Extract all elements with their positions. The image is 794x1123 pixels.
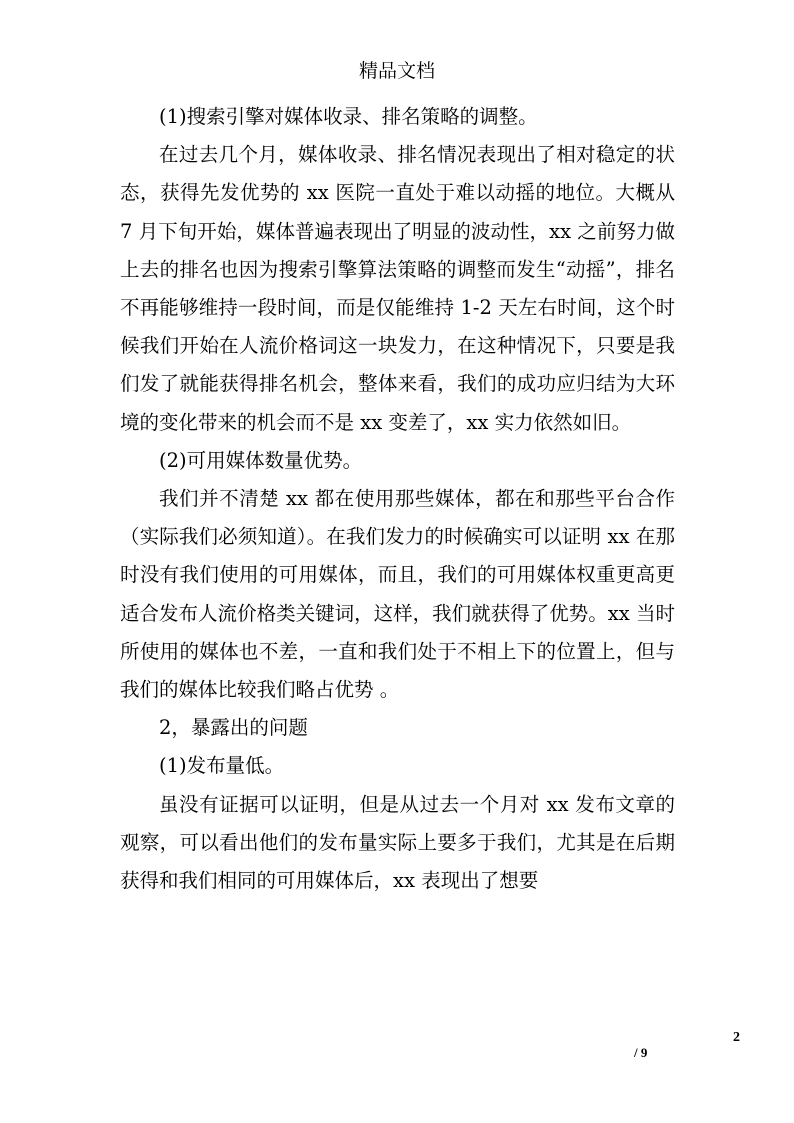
paragraph-body: 虽没有证据可以证明，但是从过去一个月对 xx 发布文章的观察，可以看出他们的发布量实际上要多于我们，尤其是在后期获得和我们相同的可用媒体后，xx 表现出了想要 bbox=[120, 792, 675, 893]
paragraph-heading-2: (2)可用媒体数量优势。 bbox=[159, 448, 363, 472]
paragraph-body: 在过去几个月，媒体收录、排名情况表现出了相对稳定的状态，获得先发优势的 xx 医院一直处于难以动摇的地位。大概从 7 月下旬开始，媒体普遍表现出了明显的波动性，xx 之前努力做上去的排名也因为搜索引擎算法策略的调整而发生“动摇”，排名不再能够维持一段时间，而是仅能维持 1-2 天左右时间，这个时候我们开始在人流价格词这一块发力，在这种情况下，只要是我们发了就能获得排名机会，整体来看，我们的成功应归结为大环境的变化带来的机会而不是 xx 变差了，xx 实力依然如旧。 bbox=[120, 143, 675, 434]
paragraph-heading-1: (1)搜索引擎对媒体收录、排名策略的调整。 bbox=[159, 105, 538, 128]
page-number: 2 bbox=[733, 1030, 740, 1045]
section-heading: 2，暴露出的问题 bbox=[159, 716, 308, 740]
body-text bbox=[120, 98, 675, 900]
header-title: 精品文档 bbox=[358, 60, 435, 82]
paragraph-heading-3: (1)发布量低。 bbox=[159, 754, 285, 778]
paragraph-body: 我们并不清楚 xx 都在使用那些媒体，都在和那些平台合作（实际我们必须知道）。在我们发力的时候确实可以证明 xx 在那时没有我们使用的可用媒体，而且，我们的可用媒体权重更高更适合发布人流价格类关键词，这样，我们就获得了优势。xx 当时所使用的媒体也不差，一直和我们处于不相上下的位置上，但与我们的媒体比较我们略占优势 。 bbox=[120, 487, 675, 702]
page-total: / 9 bbox=[634, 1045, 648, 1060]
